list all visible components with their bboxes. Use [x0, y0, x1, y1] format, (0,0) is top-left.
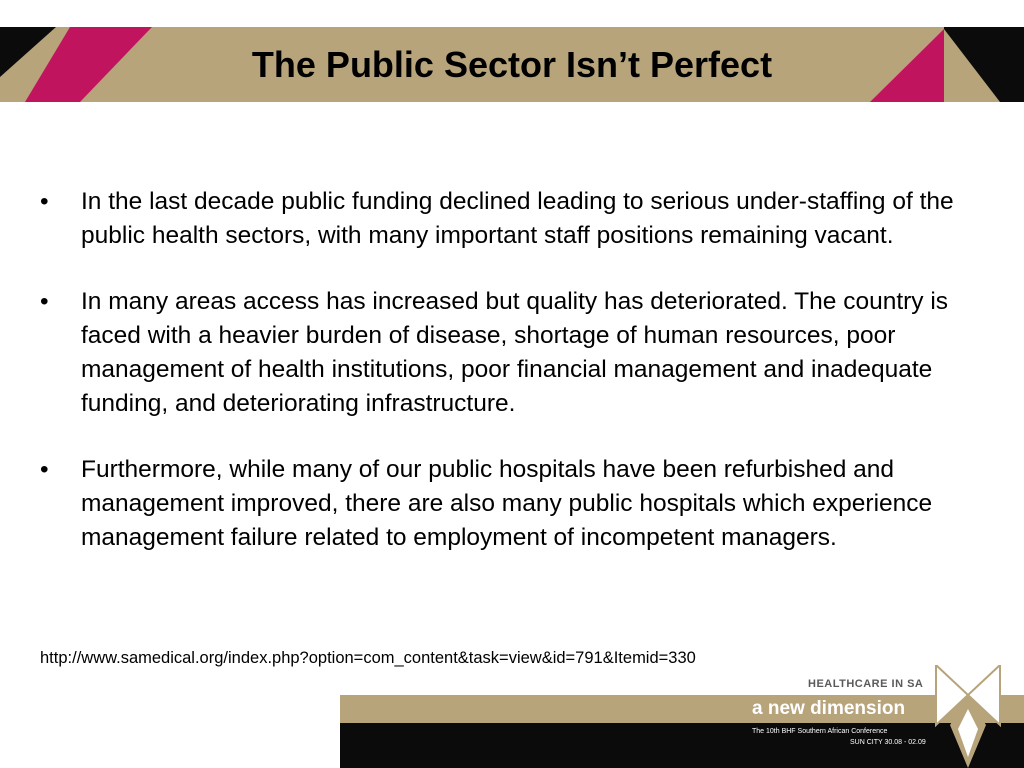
bullet-marker: •: [40, 288, 49, 315]
footer-tan-band: [340, 695, 1024, 723]
bullet-marker: •: [40, 188, 49, 215]
bullet-item: [40, 185, 1010, 253]
footer-conference-name: The 10th BHF Southern African Conference: [752, 728, 888, 735]
bullet-list: [40, 185, 1010, 555]
bullet-item: [40, 285, 1010, 421]
bullet-text: In many areas access has increased but quality has deteriorated. The country is faced with a heavier burden of disease, shortage of human resources, poor management of health institutions, poor financial management and inadequate funding, and deteriorating infrastructure.: [81, 288, 949, 417]
bullet-item: [40, 453, 1010, 555]
slide-title: The Public Sector Isn’t Perfect: [251, 44, 773, 85]
bullet-text: In the last decade public funding declined leading to serious under-staffing of the public health sectors, with many important staff positions remaining vacant.: [81, 188, 954, 249]
source-link[interactable]: http://www.samedical.org/index.php?option=com_content&task=view&id=791&Itemid=330: [40, 649, 696, 667]
bullet-marker: •: [40, 456, 49, 483]
footer-healthcare-label: HEALTHCARE IN SA: [808, 678, 924, 690]
footer-tagline: a new dimension: [752, 698, 906, 719]
bullet-text: Furthermore, while many of our public hospitals have been refurbished and management improved, there are also many public hospitals which experience management failure related to employment of incompetent managers.: [81, 456, 933, 551]
conference-footer: [0, 665, 1024, 768]
footer-conference-location: SUN CITY 30.08 - 02.09: [850, 739, 926, 746]
